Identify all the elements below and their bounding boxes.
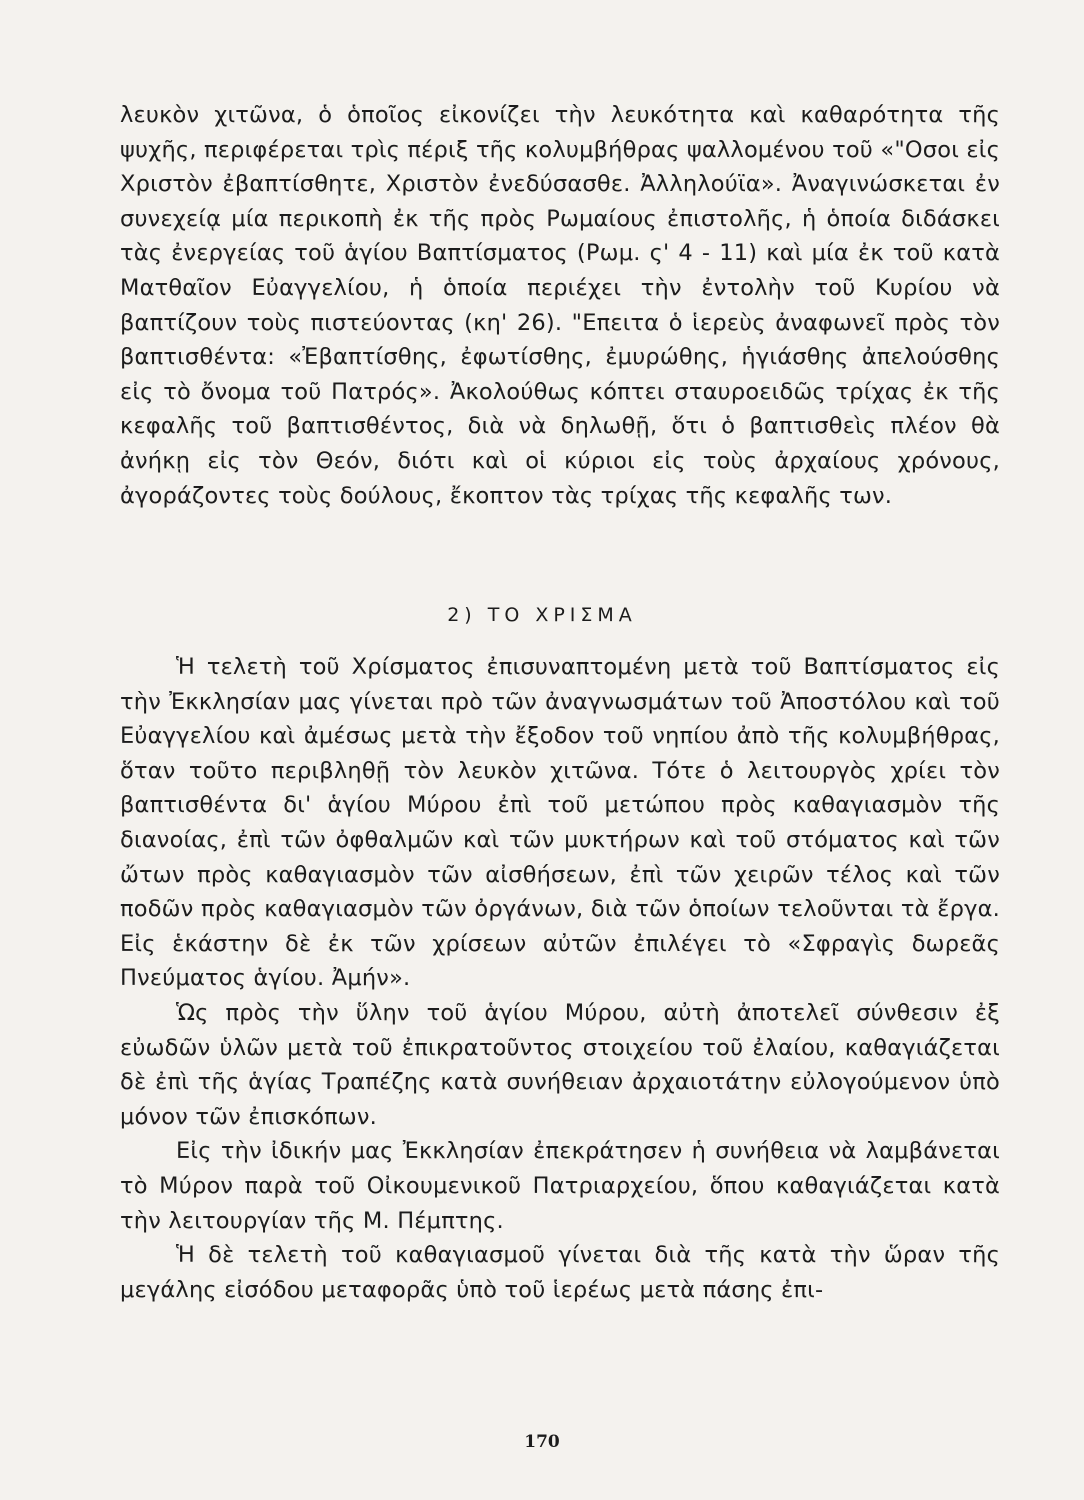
text-section-chrism [120,650,1000,1307]
paragraph: Ἡ τελετὴ τοῦ Χρίσματος ἐπισυναπτομένη μετὰ τοῦ Βαπτίσματος εἰς τὴν Ἐκκλησίαν μας γίνεται πρὸ τῶν ἀναγνωσμάτων τοῦ Ἀποστόλου καὶ τοῦ Εὐαγγελίου καὶ ἀμέσως μετὰ τὴν ἔξοδον τοῦ νηπίου ἀπὸ τῆς κολυμβήθρας, ὅταν τοῦτο περιβληθῇ τὸν λευκὸν χιτῶνα. Τότε ὁ λειτουργὸς χρίει τὸν βαπτισθέντα δι' ἁγίου Μύρου ἐπὶ τοῦ μετώπου πρὸς καθαγιασμὸν τῆς διανοίας, ἐπὶ τῶν ὀφθαλμῶν καὶ τῶν μυκτήρων καὶ τοῦ στόματος καὶ τῶν ὤτων πρὸς καθαγιασμὸν τῶν αἰσθήσεων, ἐπὶ τῶν χειρῶν τέλος καὶ τῶν ποδῶν πρὸς καθαγιασμὸν τῶν ὀργάνων, διὰ τῶν ὁποίων τελοῦνται τὰ ἔργα. Εἰς ἑκάστην δὲ ἐκ τῶν χρίσεων αὐτῶν ἐπιλέγει τὸ «Σφραγὶς δωρεᾶς Πνεύματος ἁγίου. Ἀμήν». [120,654,1000,992]
section-heading: 2) ΤΟ ΧΡΙΣΜΑ [447,604,637,626]
paragraph: Εἰς τὴν ἰδικήν μας Ἐκκλησίαν ἐπεκράτησεν ἡ συνήθεια νὰ λαμβάνεται τὸ Μύρον παρὰ τοῦ Οἰκουμενικοῦ Πατριαρχείου, ὅπου καθαγιάζεται κατὰ τὴν λειτουργίαν τῆς Μ. Πέμπτης. [120,1138,1000,1234]
page-number: 170 [524,1432,560,1452]
paragraph: λευκὸν χιτῶνα, ὁ ὁποῖος εἰκονίζει τὴν λευκότητα καὶ καθαρότητα τῆς ψυχῆς, περιφέρεται τρὶς πέριξ τῆς κολυμβήθρας ψαλλομένου τοῦ «"Οσοι εἰς Χριστὸν ἐβαπτίσθητε, Χριστὸν ἐνεδύσασθε. Ἀλληλούϊα». Ἀναγινώσκεται ἐν συνεχείᾳ μία περικοπὴ ἐκ τῆς πρὸς Ρωμαίους ἐπιστολῆς, ἡ ὁποία διδάσκει τὰς ἐνεργείας τοῦ ἁγίου Βαπτίσματος (Ρωμ. ς' 4 - 11) καὶ μία ἐκ τοῦ κατὰ Ματθαῖον Εὐαγγελίου, ἡ ὁποία περιέχει τὴν ἐντολὴν τοῦ Κυρίου νὰ βαπτίζουν τοὺς πιστεύοντας (κη' 26). "Επειτα ὁ ἱερεὺς ἀναφωνεῖ πρὸς τὸν βαπτισθέντα: «Ἐβαπτίσθης, ἐφωτίσθης, ἐμυρώθης, ἡγιάσθης ἀπελούσθης εἰς τὸ ὄνομα τοῦ Πατρός». Ἀκολούθως κόπτει σταυροειδῶς τρίχας ἐκ τῆς κεφαλῆς τοῦ βαπτισθέντος, διὰ νὰ δηλωθῇ, ὅτι ὁ βαπτισθεὶς πλέον θὰ ἀνήκῃ εἰς τὸν Θεόν, διότι καὶ οἱ κύριοι εἰς τοὺς ἀρχαίους χρόνους, ἀγοράζοντες τοὺς δούλους, ἔκοπτον τὰς τρίχας τῆς κεφαλῆς των. [120,102,1000,509]
paragraph: Ἡ δὲ τελετὴ τοῦ καθαγιασμοῦ γίνεται διὰ τῆς κατὰ τὴν ὥραν τῆς μεγάλης εἰσόδου μεταφορᾶς ὑπὸ τοῦ ἱερέως μετὰ πάσης ἐπι- [120,1242,1000,1303]
paragraph: Ὡς πρὸς τὴν ὕλην τοῦ ἁγίου Μύρου, αὐτὴ ἀποτελεῖ σύνθεσιν ἐξ εὐωδῶν ὑλῶν μετὰ τοῦ ἐπικρατοῦντος στοιχείου τοῦ ἐλαίου, καθαγιάζεται δὲ ἐπὶ τῆς ἁγίας Τραπέζης κατὰ συνήθειαν ἀρχαιοτάτην εὐλογούμενον ὑπὸ μόνον τῶν ἐπισκόπων. [120,999,1000,1130]
text-section-continued [120,98,1000,513]
